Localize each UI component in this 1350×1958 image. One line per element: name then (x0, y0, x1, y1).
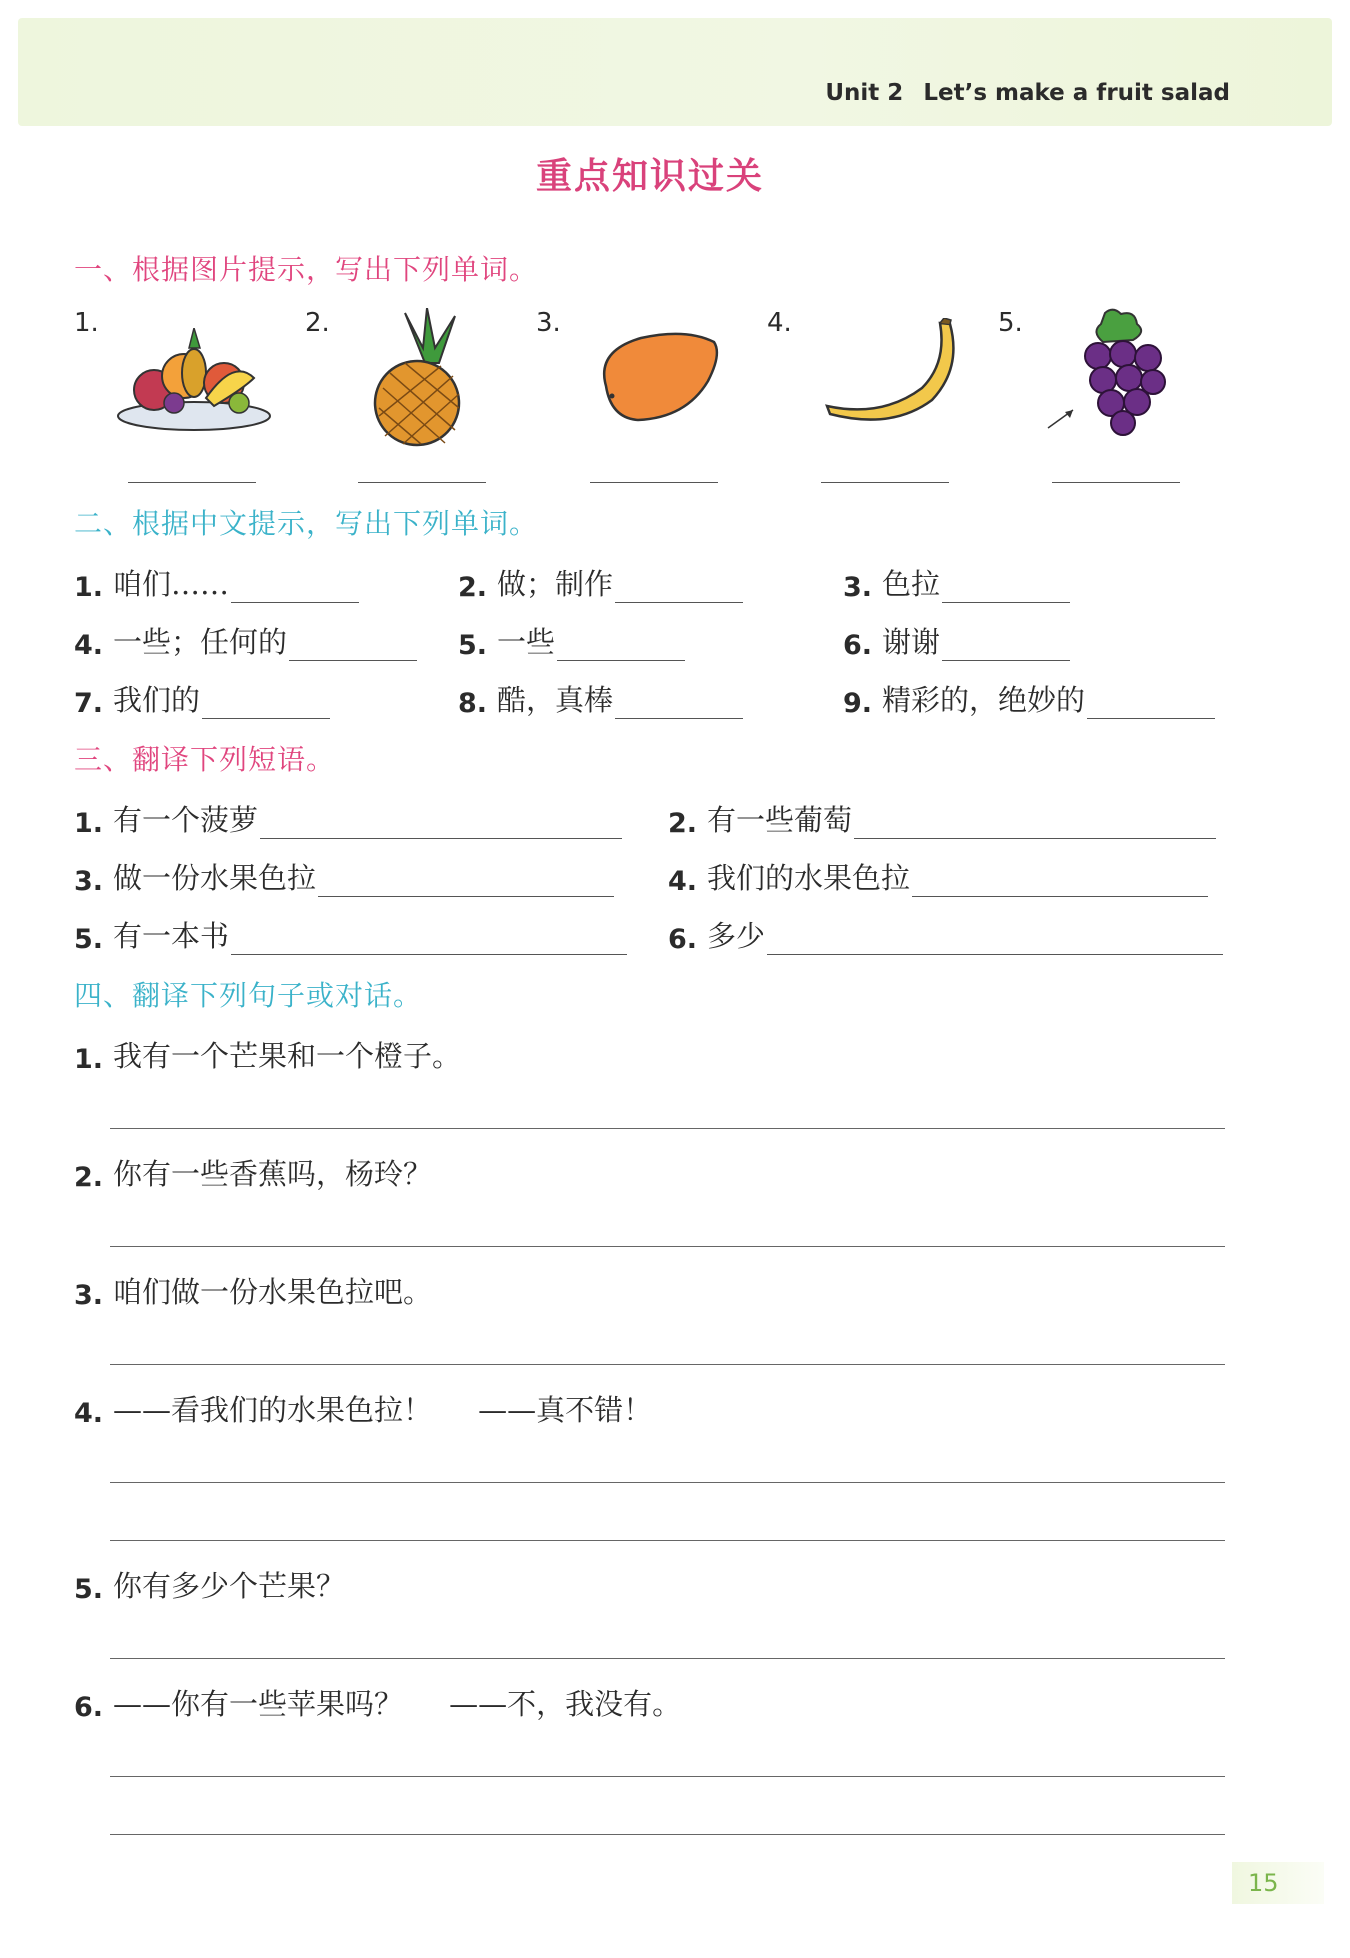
unit-header (825, 80, 1230, 106)
mango-icon (586, 326, 726, 426)
fruit-bowl-icon (114, 328, 274, 438)
word-item-9 (843, 678, 1215, 719)
item-prompt: 谢谢 (882, 625, 941, 659)
answer-line[interactable] (110, 1834, 1225, 1835)
section4-heading: 四、翻译下列句子或对话。 (74, 979, 423, 1012)
item-number: 1. (74, 1044, 104, 1075)
word-item-3 (843, 562, 1070, 603)
sentence-item-6 (74, 1682, 681, 1723)
item-number: 3. (74, 1280, 104, 1311)
item-number: 1. (74, 572, 104, 603)
picture-item-5 (998, 308, 1228, 508)
answer-blank[interactable] (202, 688, 330, 719)
item-number: 6. (668, 924, 698, 955)
phrase-item-4 (668, 856, 1208, 897)
unit-title: Let’s make a fruit salad (923, 80, 1230, 106)
phrase-item-6 (668, 914, 1223, 955)
item-number: 7. (74, 688, 104, 719)
picture-item-3 (536, 308, 766, 508)
item-prompt: 多少 (707, 919, 766, 953)
item-prompt: 有一些葡萄 (707, 803, 853, 837)
answer-blank[interactable] (942, 572, 1070, 603)
item-prompt: 我们的 (113, 683, 201, 717)
answer-blank[interactable] (942, 630, 1070, 661)
sentence-item-4 (74, 1388, 652, 1429)
sentence-item-5 (74, 1564, 345, 1605)
item-number: 2. (458, 572, 488, 603)
picture-item-2 (305, 308, 535, 508)
answer-blank[interactable] (854, 808, 1216, 839)
answer-line[interactable] (110, 1246, 1225, 1247)
page-title: 重点知识过关 (535, 156, 764, 197)
item-prompt: 有一本书 (113, 919, 230, 953)
word-item-8 (458, 678, 743, 719)
answer-line[interactable] (110, 1482, 1225, 1483)
item-prompt: ——看我们的水果色拉！ (113, 1393, 433, 1427)
item-prompt: 一些；任何的 (113, 625, 288, 659)
phrase-item-1 (74, 798, 622, 839)
answer-blank[interactable] (557, 630, 685, 661)
answer-line[interactable] (110, 1128, 1225, 1129)
picture-item-1 (74, 308, 304, 508)
answer-blank[interactable] (231, 924, 627, 955)
answer-blank-3[interactable] (590, 482, 718, 483)
item-prompt: 我们的水果色拉 (707, 861, 911, 895)
phrase-item-2 (668, 798, 1216, 839)
item-number: 3. (536, 308, 561, 338)
item-prompt-reply: ——真不错！ (478, 1393, 653, 1427)
item-number: 4. (668, 866, 698, 897)
item-number: 2. (668, 808, 698, 839)
sentence-item-1 (74, 1034, 461, 1075)
answer-blank[interactable] (289, 630, 417, 661)
item-prompt: 做一份水果色拉 (113, 861, 317, 895)
word-item-2 (458, 562, 743, 603)
item-number: 3. (74, 866, 104, 897)
answer-line[interactable] (110, 1776, 1225, 1777)
item-number: 8. (458, 688, 488, 719)
unit-number: Unit 2 (825, 80, 904, 106)
item-number: 5. (998, 308, 1023, 338)
sentence-item-3 (74, 1270, 432, 1311)
header-band (18, 18, 1332, 126)
word-item-1 (74, 562, 359, 603)
answer-blank-1[interactable] (128, 482, 256, 483)
answer-line[interactable] (110, 1540, 1225, 1541)
word-item-6 (843, 620, 1070, 661)
item-prompt: 我有一个芒果和一个橙子。 (113, 1039, 462, 1073)
phrase-item-5 (74, 914, 627, 955)
answer-blank-5[interactable] (1052, 482, 1180, 483)
answer-blank[interactable] (615, 572, 743, 603)
item-number: 2. (74, 1162, 104, 1193)
item-prompt: 做；制作 (497, 567, 614, 601)
word-item-4 (74, 620, 417, 661)
item-number: 4. (74, 630, 104, 661)
page-number: 15 (1232, 1862, 1324, 1904)
answer-blank[interactable] (767, 924, 1223, 955)
answer-blank[interactable] (260, 808, 622, 839)
section1-heading: 一、根据图片提示，写出下列单词。 (74, 253, 539, 286)
item-prompt: ——你有一些苹果吗？ (113, 1687, 404, 1721)
answer-blank[interactable] (1087, 688, 1215, 719)
item-prompt: 酷，真棒 (497, 683, 614, 717)
sentence-item-2 (74, 1152, 432, 1193)
item-prompt-reply: ——不，我没有。 (449, 1687, 682, 1721)
item-number: 2. (305, 308, 330, 338)
pineapple-icon (355, 308, 495, 448)
answer-line[interactable] (110, 1658, 1225, 1659)
item-number: 3. (843, 572, 873, 603)
answer-blank[interactable] (912, 866, 1208, 897)
item-prompt: 一些 (497, 625, 556, 659)
item-prompt: 色拉 (882, 567, 941, 601)
section3-heading: 三、翻译下列短语。 (74, 743, 336, 776)
answer-line[interactable] (110, 1364, 1225, 1365)
item-number: 1. (74, 308, 99, 338)
answer-blank-2[interactable] (358, 482, 486, 483)
answer-blank[interactable] (615, 688, 743, 719)
answer-blank[interactable] (231, 572, 359, 603)
grapes-icon (1043, 308, 1193, 438)
answer-blank-4[interactable] (821, 482, 949, 483)
item-prompt: 你有多少个芒果？ (113, 1569, 346, 1603)
item-number: 5. (458, 630, 488, 661)
item-number: 5. (74, 924, 104, 955)
section2-heading: 二、根据中文提示，写出下列单词。 (74, 507, 539, 540)
item-prompt: 精彩的，绝妙的 (882, 683, 1086, 717)
item-number: 1. (74, 808, 104, 839)
item-number: 4. (74, 1398, 104, 1429)
item-number: 6. (74, 1692, 104, 1723)
item-number: 9. (843, 688, 873, 719)
item-number: 4. (767, 308, 792, 338)
item-prompt: 咱们…… (113, 567, 230, 601)
phrase-item-3 (74, 856, 614, 897)
word-item-5 (458, 620, 685, 661)
picture-item-4 (767, 308, 997, 508)
item-number: 6. (843, 630, 873, 661)
item-prompt: 有一个菠萝 (113, 803, 259, 837)
answer-blank[interactable] (318, 866, 614, 897)
word-item-7 (74, 678, 330, 719)
item-prompt: 咱们做一份水果色拉吧。 (113, 1275, 433, 1309)
item-number: 5. (74, 1574, 104, 1605)
item-prompt: 你有一些香蕉吗，杨玲？ (113, 1157, 433, 1191)
banana-icon (822, 318, 962, 428)
